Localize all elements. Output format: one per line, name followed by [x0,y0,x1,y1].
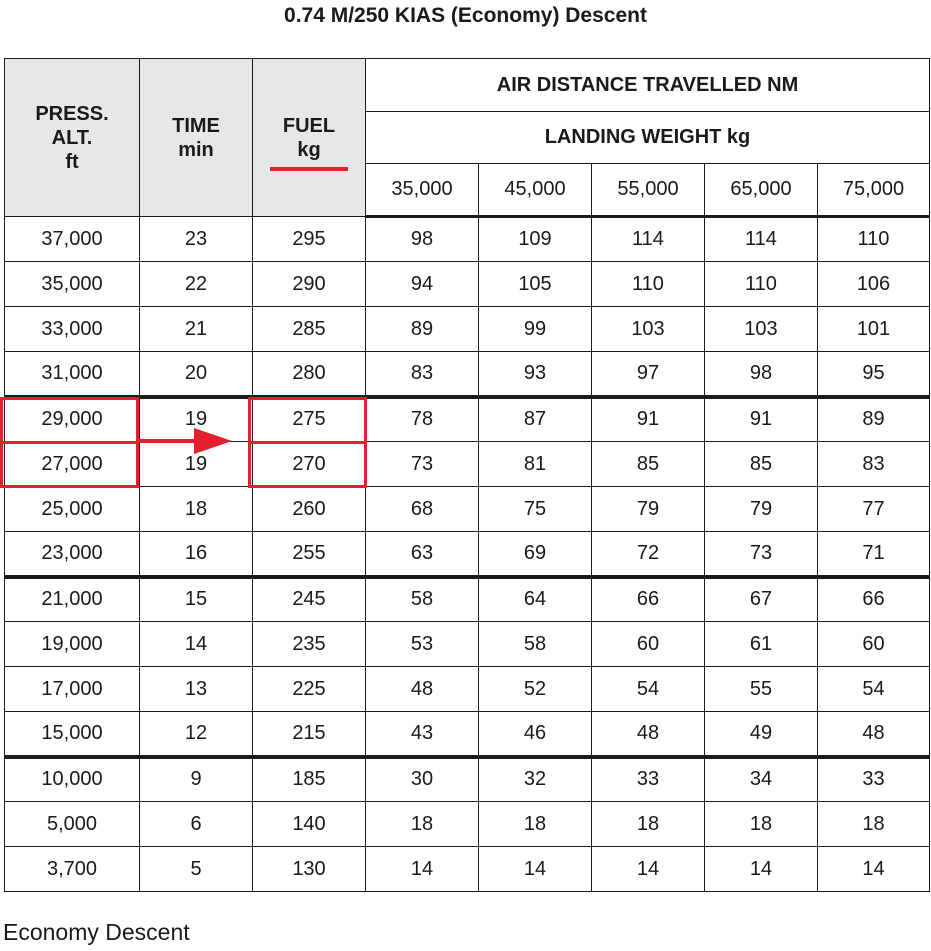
cell-fuel: 130 [253,847,366,892]
cell-time: 20 [140,352,253,397]
cell-fuel: 245 [253,577,366,622]
header-fuel [253,59,366,217]
cell-time: 13 [140,667,253,712]
table-row [5,802,930,847]
cell-dist-45000: 109 [479,217,592,262]
header-time-line2: min [178,138,214,161]
cell-dist-45000: 93 [479,352,592,397]
cell-dist-65000: 34 [705,757,818,802]
cell-dist-55000: 18 [592,802,705,847]
cell-press-alt: 19,000 [5,622,140,667]
table-row [5,262,930,307]
table-row [5,352,930,397]
cell-fuel: 260 [253,487,366,532]
cell-dist-55000: 66 [592,577,705,622]
cell-fuel: 140 [253,802,366,847]
cell-dist-35000: 73 [366,442,479,487]
cell-dist-45000: 105 [479,262,592,307]
cell-dist-35000: 48 [366,667,479,712]
cell-press-alt: 15,000 [5,712,140,757]
cell-press-alt: 21,000 [5,577,140,622]
cell-fuel: 285 [253,307,366,352]
cell-time: 9 [140,757,253,802]
cell-dist-75000: 101 [818,307,930,352]
cell-dist-45000: 58 [479,622,592,667]
cell-dist-65000: 67 [705,577,818,622]
table-row [5,487,930,532]
header-weight-35000: 35,000 [366,164,479,217]
cell-dist-55000: 14 [592,847,705,892]
cell-dist-45000: 32 [479,757,592,802]
cell-dist-75000: 60 [818,622,930,667]
cell-fuel: 280 [253,352,366,397]
cell-dist-75000: 48 [818,712,930,757]
cell-dist-75000: 54 [818,667,930,712]
cell-dist-55000: 91 [592,397,705,442]
header-weight-65000: 65,000 [705,164,818,217]
header-press-alt-line3: ft [65,150,79,173]
cell-dist-55000: 54 [592,667,705,712]
cell-dist-65000: 73 [705,532,818,577]
cell-dist-45000: 14 [479,847,592,892]
table-row [5,667,930,712]
header-press-alt [5,59,140,217]
cell-fuel: 215 [253,712,366,757]
cell-dist-35000: 58 [366,577,479,622]
table-row [5,217,930,262]
cell-dist-75000: 71 [818,532,930,577]
cell-fuel: 235 [253,622,366,667]
cell-dist-55000: 110 [592,262,705,307]
cell-dist-35000: 30 [366,757,479,802]
fuel-underline-marker [270,167,348,171]
cell-time: 12 [140,712,253,757]
cell-time: 21 [140,307,253,352]
cell-fuel: 270 [253,442,366,487]
cell-dist-45000: 18 [479,802,592,847]
cell-press-alt: 29,000 [5,397,140,442]
cell-dist-45000: 87 [479,397,592,442]
cell-dist-65000: 91 [705,397,818,442]
cell-dist-55000: 48 [592,712,705,757]
cell-dist-75000: 110 [818,217,930,262]
cell-press-alt: 25,000 [5,487,140,532]
header-air-distance: AIR DISTANCE TRAVELLED NM [366,59,930,112]
table-row [5,712,930,757]
cell-dist-55000: 85 [592,442,705,487]
cell-dist-45000: 46 [479,712,592,757]
cell-dist-35000: 14 [366,847,479,892]
cell-press-alt: 27,000 [5,442,140,487]
cell-dist-35000: 98 [366,217,479,262]
cell-press-alt: 33,000 [5,307,140,352]
cell-dist-65000: 61 [705,622,818,667]
cell-fuel: 225 [253,667,366,712]
cell-dist-75000: 89 [818,397,930,442]
cell-dist-75000: 83 [818,442,930,487]
header-time-line1: TIME [172,114,220,137]
cell-dist-55000: 114 [592,217,705,262]
descent-table [4,58,930,892]
cell-dist-75000: 95 [818,352,930,397]
cell-dist-45000: 99 [479,307,592,352]
cell-dist-35000: 43 [366,712,479,757]
cell-time: 15 [140,577,253,622]
header-press-alt-line1: PRESS. [35,102,109,125]
cell-time: 16 [140,532,253,577]
cell-fuel: 275 [253,397,366,442]
header-weight-75000: 75,000 [818,164,930,217]
cell-press-alt: 23,000 [5,532,140,577]
header-weight-45000: 45,000 [479,164,592,217]
header-fuel-line2: kg [297,138,321,161]
cell-press-alt: 35,000 [5,262,140,307]
cell-dist-55000: 103 [592,307,705,352]
cell-dist-55000: 72 [592,532,705,577]
cell-time: 5 [140,847,253,892]
footer-caption: Economy Descent [3,919,190,945]
cell-dist-65000: 103 [705,307,818,352]
cell-dist-65000: 18 [705,802,818,847]
table-row [5,757,930,802]
cell-dist-35000: 63 [366,532,479,577]
cell-dist-55000: 33 [592,757,705,802]
cell-dist-45000: 52 [479,667,592,712]
table-row [5,532,930,577]
cell-dist-55000: 97 [592,352,705,397]
cell-dist-65000: 14 [705,847,818,892]
cell-press-alt: 31,000 [5,352,140,397]
cell-press-alt: 3,700 [5,847,140,892]
cell-time: 18 [140,487,253,532]
cell-dist-45000: 64 [479,577,592,622]
header-press-alt-line2: ALT. [51,126,93,149]
cell-dist-45000: 75 [479,487,592,532]
cell-time: 19 [140,397,253,442]
cell-dist-35000: 78 [366,397,479,442]
cell-dist-55000: 79 [592,487,705,532]
cell-press-alt: 10,000 [5,757,140,802]
cell-dist-65000: 49 [705,712,818,757]
table-row [5,307,930,352]
cell-dist-75000: 18 [818,802,930,847]
cell-dist-45000: 69 [479,532,592,577]
cell-fuel: 290 [253,262,366,307]
cell-press-alt: 5,000 [5,802,140,847]
table-row [5,577,930,622]
table-row [5,622,930,667]
cell-dist-75000: 14 [818,847,930,892]
cell-dist-75000: 66 [818,577,930,622]
header-time [140,59,253,217]
cell-dist-35000: 18 [366,802,479,847]
cell-dist-35000: 94 [366,262,479,307]
arrow-right-icon [136,426,250,456]
cell-dist-35000: 53 [366,622,479,667]
cell-press-alt: 17,000 [5,667,140,712]
header-fuel-line1: FUEL [282,114,336,137]
cell-dist-65000: 55 [705,667,818,712]
cell-dist-35000: 68 [366,487,479,532]
cell-dist-65000: 98 [705,352,818,397]
cell-dist-35000: 83 [366,352,479,397]
header-fuel-label [283,114,335,162]
header-weight-55000: 55,000 [592,164,705,217]
cell-dist-65000: 79 [705,487,818,532]
cell-dist-35000: 89 [366,307,479,352]
table-title: 0.74 M/250 KIAS (Economy) Descent [284,4,647,27]
header-landing-weight: LANDING WEIGHT kg [366,112,930,164]
cell-press-alt: 37,000 [5,217,140,262]
cell-time: 22 [140,262,253,307]
cell-dist-65000: 114 [705,217,818,262]
cell-time: 23 [140,217,253,262]
cell-dist-75000: 77 [818,487,930,532]
cell-fuel: 185 [253,757,366,802]
table-body [5,217,930,892]
cell-dist-55000: 60 [592,622,705,667]
cell-dist-65000: 85 [705,442,818,487]
cell-time: 19 [140,442,253,487]
cell-dist-45000: 81 [479,442,592,487]
cell-time: 6 [140,802,253,847]
cell-dist-65000: 110 [705,262,818,307]
table-row [5,847,930,892]
cell-fuel: 255 [253,532,366,577]
cell-fuel: 295 [253,217,366,262]
cell-dist-75000: 106 [818,262,930,307]
cell-time: 14 [140,622,253,667]
cell-dist-75000: 33 [818,757,930,802]
